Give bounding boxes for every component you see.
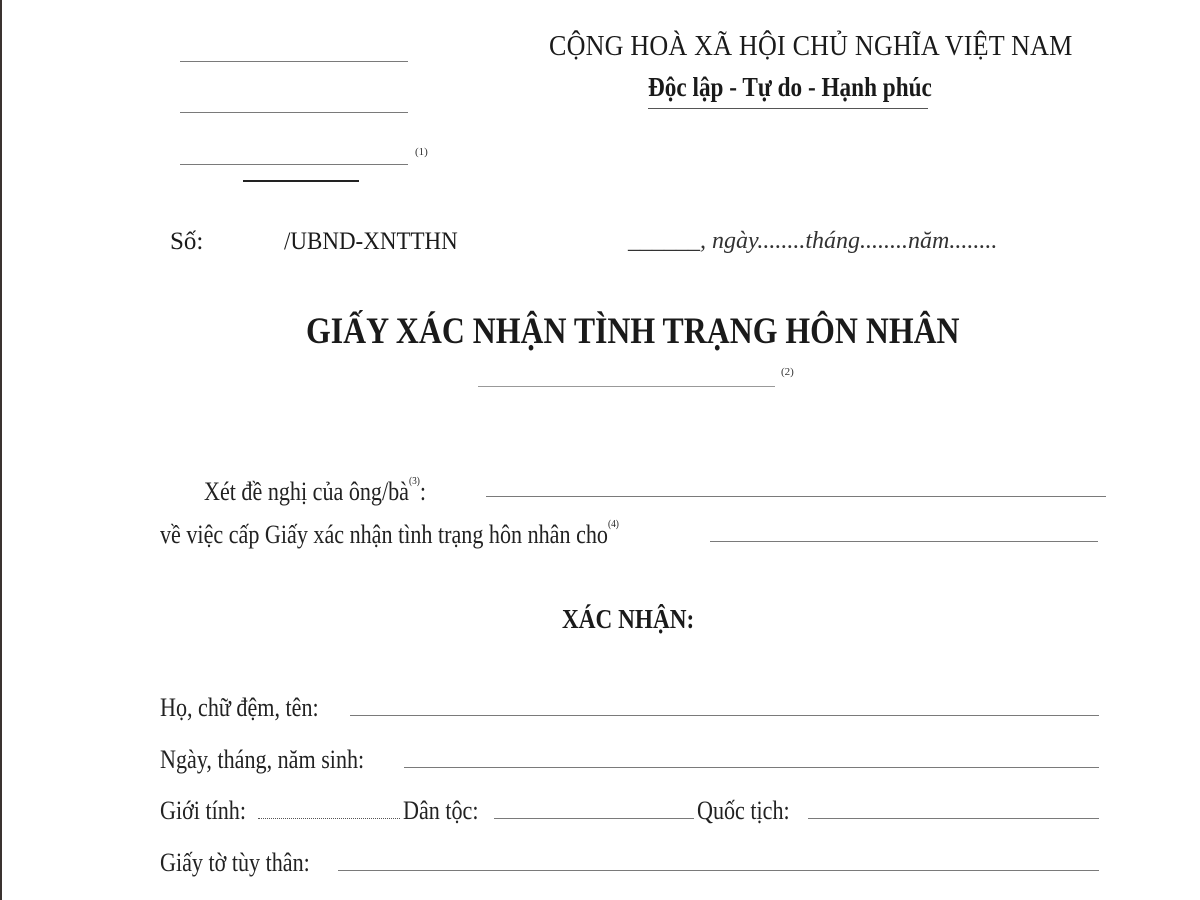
dob-label: Ngày, tháng, năm sinh: — [160, 745, 365, 774]
id-document-field[interactable] — [338, 870, 1099, 871]
gender-label: Giới tính: — [160, 796, 246, 825]
agency-line-3 — [180, 164, 408, 165]
request-colon: : — [419, 477, 427, 506]
requester-name-field[interactable] — [486, 496, 1106, 497]
agency-footnote-marker: (1) — [415, 146, 428, 158]
gender-field[interactable] — [258, 818, 400, 819]
full-name-field[interactable] — [350, 715, 1099, 716]
place-date-line: ______, ngày........tháng........năm........ — [628, 228, 998, 254]
national-motto: Độc lập - Tự do - Hạnh phúc — [648, 72, 932, 102]
motto-underline — [648, 108, 928, 109]
dob-field[interactable] — [404, 767, 1099, 768]
purpose-label: về việc cấp Giấy xác nhận tình trạng hôn nhân cho — [160, 520, 608, 549]
reference-code: /UBND-XNTTHN — [284, 228, 458, 255]
nationality-field[interactable] — [808, 818, 1099, 819]
id-document-label: Giấy tờ tùy thân: — [160, 848, 310, 877]
reference-number-label: Số: — [170, 228, 204, 255]
nationality-label: Quốc tịch: — [697, 796, 790, 825]
national-title: CỘNG HOÀ XÃ HỘI CHỦ NGHĨA VIỆT NAM — [549, 30, 1073, 62]
title-subline — [478, 386, 775, 387]
agency-line-1 — [180, 61, 408, 62]
agency-line-2 — [180, 112, 408, 113]
request-line — [204, 477, 426, 507]
request-footnote-marker: (3) — [408, 475, 420, 487]
title-footnote-marker: (2) — [781, 366, 794, 378]
full-name-label: Họ, chữ đệm, tên: — [160, 693, 319, 722]
ethnicity-field[interactable] — [494, 818, 694, 819]
purpose-line — [160, 520, 619, 550]
purpose-footnote-marker: (4) — [607, 518, 619, 530]
request-label: Xét đề nghị của ông/bà — [204, 477, 409, 506]
document-title: GIẤY XÁC NHẬN TÌNH TRẠNG HÔN NHÂN — [306, 311, 960, 352]
ethnicity-label: Dân tộc: — [403, 796, 479, 825]
agency-underline — [243, 180, 359, 182]
confirmation-heading: XÁC NHẬN: — [562, 604, 695, 634]
page-left-border — [0, 0, 2, 900]
subject-name-field[interactable] — [710, 541, 1098, 542]
